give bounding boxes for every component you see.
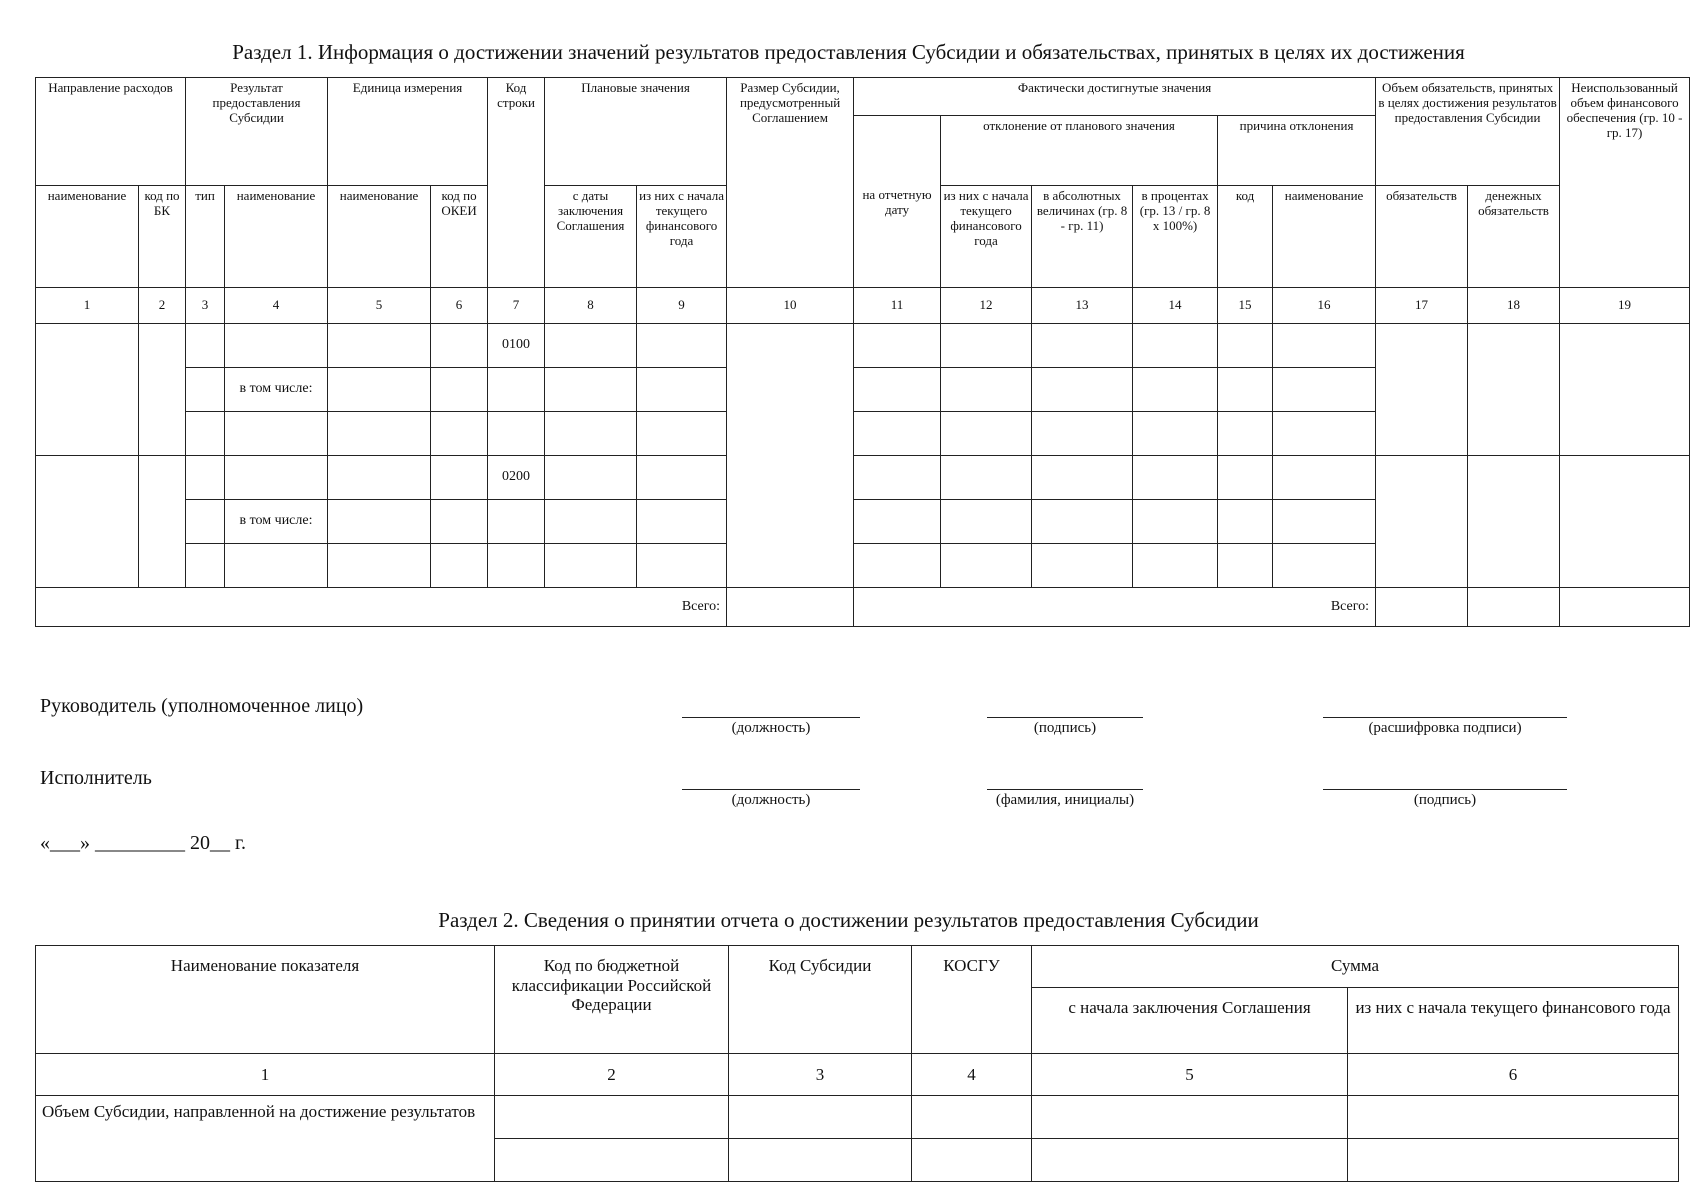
head-signature-line: [987, 717, 1143, 718]
col-number: 19: [1560, 288, 1690, 324]
cell-actual-date: [854, 324, 941, 368]
cell-obligations: [1376, 324, 1468, 456]
cell-bk-code: [139, 324, 186, 456]
header-indicator: Наименование показателя: [36, 946, 495, 1054]
col-number: 2: [139, 288, 186, 324]
col-number: 17: [1376, 288, 1468, 324]
col-number: 8: [545, 288, 637, 324]
executor-label: Исполнитель: [40, 767, 152, 789]
header-budget-code: Код по бюджетной классификации Российской Федерации: [495, 946, 729, 1054]
col-number: 2: [495, 1054, 729, 1096]
header-plan-since-agreement: с даты заключения Соглашения: [545, 186, 637, 288]
date-line: «___» _________ 20__ г.: [40, 832, 246, 854]
col-number: 1: [36, 288, 139, 324]
col-number: 7: [488, 288, 545, 324]
row-code: 0200: [488, 456, 545, 500]
total-obligations: [1376, 588, 1468, 627]
total-monetary: [1468, 588, 1560, 627]
col-number: 12: [941, 288, 1032, 324]
col-number: 5: [328, 288, 431, 324]
header-sum: Сумма: [1032, 946, 1679, 988]
col-number: 11: [854, 288, 941, 324]
col-number: 13: [1032, 288, 1133, 324]
head-caption-decoding: (расшифровка подписи): [1368, 720, 1522, 736]
header-deviation: отклонение от планового значения: [941, 116, 1218, 186]
cell-plan-agreement: [545, 324, 637, 368]
cell-monetary: [1468, 324, 1560, 456]
cell-reason-code: [1218, 324, 1273, 368]
col-number: 9: [637, 288, 727, 324]
cell-direction-name: [36, 456, 139, 588]
cell-subsidy-size: [727, 324, 854, 588]
section1-title: Раздел 1. Информация о достижении значений результатов предоставления Субсидии и обязательствах, принятых в целях их достижения: [232, 40, 1465, 64]
total-label-right: Всего:: [854, 588, 1376, 627]
header-unit: Единица измерения: [328, 78, 488, 186]
including-label: в том числе:: [225, 368, 328, 412]
header-direction: Направление расходов: [36, 78, 186, 186]
cell-monetary: [1468, 456, 1560, 588]
header-result: Результат предоставления Субсидии: [186, 78, 328, 186]
header-bk-code: код по БК: [139, 186, 186, 288]
header-actual-since-fy: из них с начала текущего финансового года: [941, 186, 1032, 288]
col-number: 18: [1468, 288, 1560, 324]
total-unused: [1560, 588, 1690, 627]
col-number: 6: [1348, 1054, 1679, 1096]
col-number: 16: [1273, 288, 1376, 324]
cell-direction-name: [36, 324, 139, 456]
col-number: 4: [225, 288, 328, 324]
header-unused: Неиспользованный объем финансового обеспечения (гр. 10 - гр. 17): [1560, 78, 1690, 288]
executor-caption-name: (фамилия, инициалы): [995, 792, 1135, 808]
header-deviation-reason: причина отклонения: [1218, 116, 1376, 186]
header-monetary-obligations: денежных обязательств: [1468, 186, 1560, 288]
executor-caption-signature: (подпись): [1413, 792, 1477, 808]
cell-unused: [1560, 324, 1690, 456]
header-type: тип: [186, 186, 225, 288]
cell-bk-code: [139, 456, 186, 588]
col-number: 5: [1032, 1054, 1348, 1096]
results-table: [35, 77, 1690, 627]
head-label: Руководитель (уполномоченное лицо): [40, 695, 364, 717]
cell-okei: [431, 324, 488, 368]
header-line-code: Код строки: [488, 78, 545, 288]
header-direction-name: наименование: [36, 186, 139, 288]
including-label: в том числе:: [225, 500, 328, 544]
cell-absolute: [1032, 324, 1133, 368]
executor-position-line: [682, 789, 860, 790]
total-subsidy-size: [727, 588, 854, 627]
total-label-left: Всего:: [36, 588, 727, 627]
section2-title: Раздел 2. Сведения о принятии отчета о достижении результатов предоставления Субсидии: [438, 908, 1259, 932]
header-percent: в процентах (гр. 13 / гр. 8 x 100%): [1133, 186, 1218, 288]
header-reason-code: код: [1218, 186, 1273, 288]
cell-plan-fy: [637, 324, 727, 368]
cell-percent: [1133, 324, 1218, 368]
cell-type: [186, 324, 225, 368]
header-kosgu: КОСГУ: [912, 946, 1032, 1054]
cell-unused: [1560, 456, 1690, 588]
col-number: 15: [1218, 288, 1273, 324]
col-number: 3: [729, 1054, 912, 1096]
head-caption-position: (должность): [731, 720, 811, 736]
header-on-report-date: на отчетную дату: [854, 116, 941, 288]
col-number: 1: [36, 1054, 495, 1096]
header-plan: Плановые значения: [545, 78, 727, 186]
header-obligations-col: обязательств: [1376, 186, 1468, 288]
acceptance-table: [35, 945, 1679, 1182]
header-since-agreement: с начала заключения Соглашения: [1032, 988, 1348, 1054]
cell-obligations: [1376, 456, 1468, 588]
executor-caption-position: (должность): [731, 792, 811, 808]
cell-actual-fy: [941, 324, 1032, 368]
col-number: 14: [1133, 288, 1218, 324]
cell-result-name: [225, 324, 328, 368]
col-number: 6: [431, 288, 488, 324]
cell-reason-name: [1273, 324, 1376, 368]
header-unit-name: наименование: [328, 186, 431, 288]
col-number: 10: [727, 288, 854, 324]
header-plan-since-fy: из них с начала текущего финансового года: [637, 186, 727, 288]
cell-unit-name: [328, 324, 431, 368]
col-number: 4: [912, 1054, 1032, 1096]
header-subsidy-code: Код Субсидии: [729, 946, 912, 1054]
header-actual: Фактически достигнутые значения: [854, 78, 1376, 116]
header-result-name: наименование: [225, 186, 328, 288]
executor-signature-line: [1323, 789, 1567, 790]
row-subsidy-volume: Объем Субсидии, направленной на достижение результатов: [36, 1096, 495, 1182]
head-decoding-line: [1323, 717, 1567, 718]
executor-name-line: [987, 789, 1143, 790]
header-since-fy: из них с начала текущего финансового года: [1348, 988, 1679, 1054]
header-subsidy-size: Размер Субсидии, предусмотренный Соглашением: [727, 78, 854, 288]
head-position-line: [682, 717, 860, 718]
header-reason-name: наименование: [1273, 186, 1376, 288]
header-obligations: Объем обязательств, принятых в целях достижения результатов предоставления Субсидии: [1376, 78, 1560, 186]
header-okei-code: код по ОКЕИ: [431, 186, 488, 288]
head-caption-signature: (подпись): [1033, 720, 1097, 736]
row-code: 0100: [488, 324, 545, 368]
header-absolute: в абсолютных величинах (гр. 8 - гр. 11): [1032, 186, 1133, 288]
col-number: 3: [186, 288, 225, 324]
